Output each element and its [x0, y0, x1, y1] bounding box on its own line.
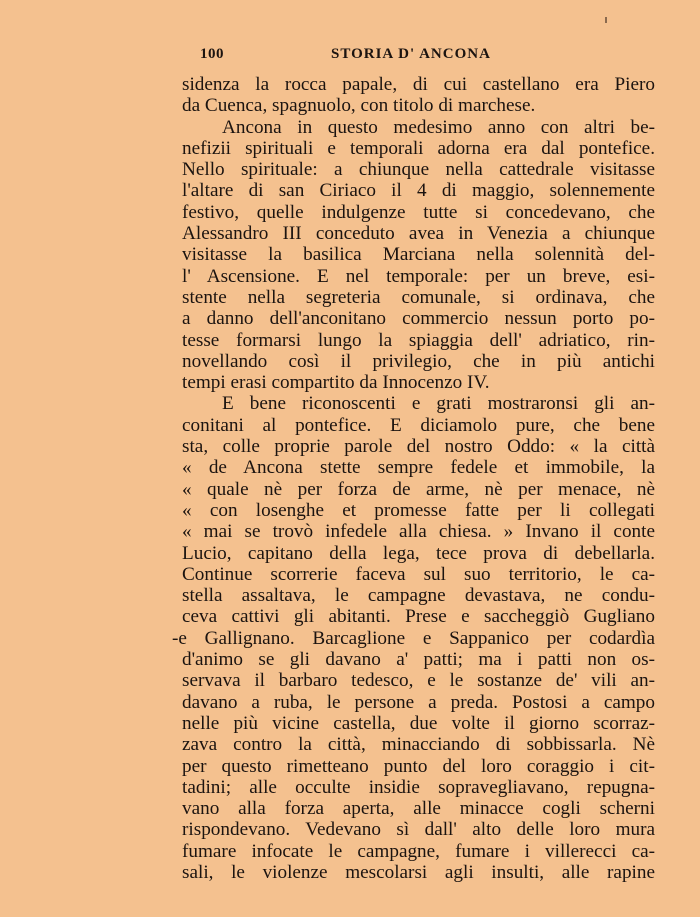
- text-line: ceva cattivi gli abitanti. Prese e saccheggiò Gugliano: [182, 606, 655, 628]
- text-line: rispondevano. Vedevano sì dall' alto delle loro mura: [182, 819, 655, 841]
- text-line: sidenza la rocca papale, di cui castellano era Piero: [182, 74, 655, 95]
- text-line: d'animo se gli davano a' patti; ma i patti non os-: [182, 649, 655, 671]
- text-line: nefizii spirituali e temporali adorna era dal pontefice.: [182, 137, 655, 159]
- running-header: [200, 46, 500, 68]
- body-text: [172, 74, 655, 883]
- text-line: tesse formarsi lungo la spiaggia dell' adriatico, rin-: [182, 329, 655, 351]
- text-line: fumare infocate le campagne, fumare i villerecci ca-: [182, 840, 655, 862]
- text-line: -e Gallignano. Barcaglione e Sappanico per codardìa: [172, 627, 655, 649]
- text-line: Ancona in questo medesimo anno con altri be-: [222, 116, 655, 138]
- text-line: davano a ruba, le persone a preda. Postosi a campo: [182, 691, 655, 713]
- text-line: « quale nè per forza de arme, nè per menace, nè: [182, 478, 655, 500]
- text-line: stella assaltava, le campagne devastava, ne condu-: [182, 585, 655, 607]
- text-line: stente nella segreteria comunale, si ordinava, che: [182, 286, 655, 308]
- text-line: nelle più vicine castella, due volte il giorno scorraz-: [182, 712, 655, 734]
- text-line: Continue scorrerie faceva sul suo territorio, le ca-: [182, 563, 655, 585]
- text-line: « de Ancona stette sempre fedele et immobile, la: [182, 457, 655, 479]
- text-line: servava il barbaro tedesco, e le sostanze de' vili an-: [182, 670, 655, 692]
- text-line: tempi erasi compartito da Innocenzo IV.: [182, 372, 490, 394]
- text-line: « mai se trovò infedele alla chiesa. » Invano il conte: [182, 521, 655, 543]
- text-line: sta, colle proprie parole del nostro Oddo: « la città: [182, 436, 655, 458]
- text-line: novellando così il privilegio, che in più antichi: [182, 350, 655, 372]
- text-line: vano alla forza aperta, alle minacce cogli scherni: [182, 798, 655, 820]
- page-speck: [605, 17, 607, 23]
- text-line: per questo rimetteano punto del loro coraggio i cit-: [182, 755, 655, 777]
- text-line: tadini; alle occulte insidie sopravegliavano, repugna-: [182, 776, 655, 798]
- text-line: conitani al pontefice. E diciamolo pure, che bene: [182, 414, 655, 436]
- text-line: E bene riconoscenti e grati mostraronsi gli an-: [222, 393, 655, 415]
- text-line: a danno dell'anconitano commercio nessun porto po-: [182, 308, 655, 330]
- text-line: l' Ascensione. E nel temporale: per un breve, esi-: [182, 265, 655, 287]
- text-line: da Cuenca, spagnuolo, con titolo di marchese.: [182, 95, 536, 117]
- text-line: Nello spirituale: a chiunque nella cattedrale visitasse: [182, 159, 655, 181]
- running-title: STORIA D' ANCONA: [331, 46, 491, 62]
- text-line: visitasse la basilica Marciana nella solennità del-: [182, 244, 655, 266]
- text-line: Lucio, capitano della lega, tece prova di debellarla.: [182, 542, 655, 564]
- text-line: sali, le violenze mescolarsi agli insulti, alle rapine: [182, 861, 655, 883]
- page-number: 100: [200, 46, 224, 62]
- text-line: Alessandro III conceduto avea in Venezia a chiunque: [182, 223, 655, 245]
- text-line: « con losenghe et promesse fatte per li collegati: [182, 499, 655, 521]
- text-line: festivo, quelle indulgenze tutte si concedevano, che: [182, 201, 655, 223]
- text-line: zava contro la città, minacciando di sobbissarla. Nè: [182, 734, 655, 756]
- text-line: l'altare di san Ciriaco il 4 di maggio, solennemente: [182, 180, 655, 202]
